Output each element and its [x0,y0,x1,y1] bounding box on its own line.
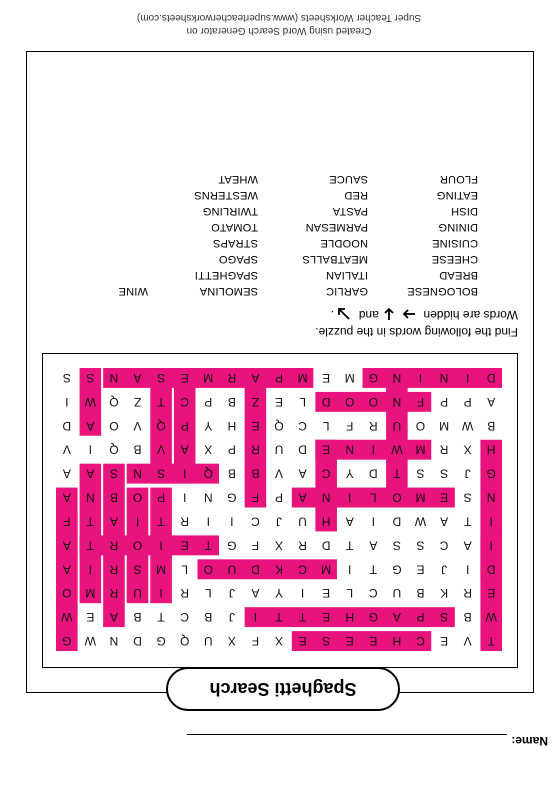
grid-letter[interactable]: O [132,538,143,553]
grid-letter[interactable]: H [486,442,496,457]
grid-letter[interactable]: O [203,562,213,577]
grid-letter[interactable]: P [440,394,449,409]
grid-letter[interactable]: I [348,562,352,577]
grid-letter[interactable]: Z [133,394,142,409]
grid-letter[interactable]: A [251,370,260,385]
found-word-highlight [56,512,78,652]
grid-letter[interactable]: V [274,466,284,481]
grid-letter[interactable]: Z [251,394,260,409]
word-list-item: NOODLE [320,237,368,249]
grid-letter[interactable]: W [485,610,497,625]
grid-letter[interactable]: H [321,514,331,529]
grid-letter[interactable]: J [276,514,282,529]
grid-letter[interactable]: N [86,490,95,505]
grid-letter[interactable]: C [180,610,190,625]
grid-letter[interactable]: N [109,634,119,649]
word-list-item: WHEAT [218,173,258,185]
grid-letter[interactable]: I [183,490,187,505]
grid-letter[interactable]: Q [109,394,119,409]
grid-letter[interactable]: A [298,490,307,505]
grid-letter[interactable]: R [109,538,119,553]
grid-letter[interactable]: T [157,610,165,625]
grid-letter[interactable]: T [346,538,354,553]
grid-letter[interactable]: J [228,586,235,601]
grid-letter[interactable]: S [133,562,142,577]
word-list-item: TWIRLING [202,205,258,217]
grid-letter[interactable]: X [204,442,213,457]
grid-letter[interactable]: R [368,418,378,433]
word-list-item: WESTERNS [194,189,258,201]
grid-letter[interactable]: R [109,586,119,601]
grid-letter[interactable]: X [274,634,284,649]
found-word-highlight [363,368,502,388]
grid-letter[interactable]: T [369,562,377,577]
grid-letter[interactable]: M [203,370,214,385]
grid-letter[interactable]: D [321,394,331,409]
grid-letter[interactable]: B [133,442,142,457]
grid-letter[interactable]: I [159,538,163,553]
grid-letter[interactable]: R [227,370,237,385]
grid-letter[interactable]: L [204,586,212,601]
grid-letter[interactable]: J [464,466,471,481]
grid-letter[interactable]: M [415,490,426,505]
grid-letter[interactable]: A [298,466,307,481]
grid-letter[interactable]: I [88,442,93,457]
grid-letter[interactable]: O [62,586,72,601]
grid-letter[interactable]: A [251,586,260,601]
grid-letter[interactable]: R [439,442,449,457]
grid-letter[interactable]: V [463,634,472,649]
grid-letter[interactable]: E [322,610,331,625]
grid-letter[interactable]: P [274,370,284,385]
grid-letter[interactable]: W [414,514,427,529]
grid-letter[interactable]: I [348,490,352,505]
grid-letter[interactable]: P [416,610,425,625]
word-list-item: SAUCE [329,173,368,185]
grid-letter[interactable]: Q [274,418,284,433]
grid-letter[interactable]: T [275,610,283,625]
grid-letter[interactable]: B [227,466,236,481]
grid-letter[interactable]: Q [109,442,119,457]
grid-letter[interactable]: R [180,514,190,529]
diagonal-arrow [337,307,351,321]
grid-letter[interactable]: V [62,442,71,457]
grid-letter[interactable]: N [345,442,355,457]
word-list-item: STRAPS [212,237,258,249]
grid-letter[interactable]: R [251,442,260,457]
grid-letter[interactable]: A [133,370,142,385]
grid-letter[interactable]: E [251,418,260,433]
grid-letter[interactable]: M [321,562,332,577]
grid-letter[interactable]: F [63,514,71,529]
grid-letter[interactable]: C [439,538,449,553]
grid-letter[interactable]: R [463,586,472,601]
instructions [42,306,518,340]
grid-letter[interactable]: T [463,514,472,529]
word-list-column [258,171,368,299]
grid-letter[interactable]: S [440,610,449,625]
grid-letter[interactable]: L [369,490,377,505]
grid-letter[interactable]: C [251,514,260,529]
grid-letter[interactable]: T [487,634,495,649]
grid-letter[interactable]: A [109,514,118,529]
instructions-line-2: Words are hidden and . [330,308,518,322]
grid-letter[interactable]: U [298,514,307,529]
grid-letter[interactable]: T [393,466,401,481]
grid-letter[interactable]: T [298,610,307,625]
grid-letter[interactable]: G [486,466,496,481]
grid-letter[interactable]: E [322,586,331,601]
word-list-item: DISH [450,205,478,217]
grid-letter[interactable]: B [463,610,472,625]
grid-letter[interactable]: U [227,562,237,577]
found-word-highlight [197,559,336,579]
grid-letter[interactable]: B [487,418,496,433]
grid-letter[interactable]: T [204,538,212,553]
worksheet-title: Spaghetti Search [166,667,400,711]
word-list-column [148,171,258,299]
grid-letter[interactable]: I [300,586,305,601]
grid-letter[interactable]: F [416,394,425,409]
grid-letter[interactable]: L [322,418,330,433]
word-list-item: WINE [118,285,148,297]
grid-letter[interactable]: Y [204,418,213,433]
footer-line-1: Created using Word Search Generator on [186,25,372,36]
grid-letter[interactable]: A [62,562,71,577]
grid-letter[interactable]: F [251,538,260,553]
grid-letter[interactable]: C [321,466,331,481]
grid-letter[interactable]: L [346,586,354,601]
grid-letter[interactable]: P [463,394,472,409]
right-arrow-icon [402,307,416,321]
instructions-and: and [358,308,379,322]
grid-letter[interactable]: A [62,538,71,553]
grid-letter[interactable]: B [109,490,118,505]
grid-letter[interactable]: W [84,634,97,649]
grid-letter[interactable]: R [298,538,307,553]
grid-letter[interactable]: X [227,634,236,649]
grid-letter[interactable]: N [203,490,213,505]
grid-letter[interactable]: E [298,634,307,649]
found-word-highlight [80,464,102,604]
grid-letter[interactable]: A [463,538,472,553]
grid-letter[interactable]: B [251,466,260,481]
grid-letter[interactable]: C [180,394,190,409]
grid-letter[interactable]: P [157,490,166,505]
grid-letter[interactable]: J [441,562,448,577]
grid-letter[interactable]: A [62,466,71,481]
name-line[interactable] [187,734,507,749]
grid-svg [41,352,517,667]
word-list-item: RED [344,189,368,201]
grid-letter[interactable]: T [157,394,165,409]
grid-letter[interactable]: C [416,634,425,649]
word-list-item: BOLOGNESE [407,285,478,297]
footer-line-2: Super Teacher Worksheets (www.superteacherworksheets.com) [136,12,422,23]
grid-letter[interactable]: U [274,442,284,457]
grid-letter[interactable]: A [62,490,71,505]
found-word-highlight [245,368,267,508]
grid-letter[interactable]: W [391,442,403,457]
grid-letter[interactable]: S [62,370,71,385]
grid-letter[interactable]: E [440,634,449,649]
grid-letter[interactable]: I [88,562,93,577]
grid-letter[interactable]: H [345,610,355,625]
word-list [68,171,478,299]
grid-letter[interactable]: M [85,586,96,601]
grid-letter[interactable]: L [299,394,306,409]
grid-letter[interactable]: I [465,370,470,385]
grid-letter[interactable]: E [86,610,95,625]
grid-letter[interactable]: D [486,562,496,577]
grid-letter[interactable]: W [461,418,474,433]
grid-letter[interactable]: D [368,466,378,481]
grid-letter[interactable]: L [181,562,189,577]
grid-letter[interactable]: P [274,490,284,505]
grid-letter[interactable]: O [132,490,143,505]
grid-letter[interactable]: D [486,370,496,385]
grid-letter[interactable]: Q [180,634,190,649]
grid-letter[interactable]: G [227,490,237,505]
grid-letter[interactable]: G [368,610,378,625]
grid-letter[interactable]: M [344,370,355,385]
word-list-item: ITALIAN [325,269,368,281]
word-list-column [68,171,148,299]
grid-letter[interactable]: G [156,634,166,649]
grid-letter[interactable]: G [227,538,237,553]
grid-letter[interactable]: O [392,490,402,505]
grid-letter[interactable]: O [415,418,426,433]
grid-letter[interactable]: N [486,490,496,505]
word-list-item: CUISINE [431,237,478,249]
grid-letter[interactable]: N [321,490,331,505]
grid-letter[interactable]: I [489,538,493,553]
word-list-item: DINING [438,221,478,233]
grid-letter[interactable]: S [157,370,166,385]
grid-letter[interactable]: A [86,418,95,433]
grid-letter[interactable]: K [440,586,449,601]
direction-arrows [382,307,416,321]
grid-letter[interactable]: I [159,586,163,601]
word-search-grid [42,353,518,668]
grid-letter[interactable]: O [345,394,355,409]
grid-letter[interactable]: Q [156,418,166,433]
grid-letter[interactable]: I [206,514,210,529]
grid-letter[interactable]: F [251,490,260,505]
grid-letter[interactable]: P [204,394,213,409]
word-list-item: MEATBALLS [302,253,368,265]
grid-letter[interactable]: S [86,370,95,385]
grid-letter[interactable]: A [180,442,189,457]
name-label: Name: [511,734,548,748]
grid-letter[interactable]: P [180,418,189,433]
grid-letter[interactable]: U [392,418,402,433]
grid-letter[interactable]: A [369,538,378,553]
instructions-hidden-text: Words are hidden [423,308,518,322]
grid-letter[interactable]: I [253,610,258,625]
grid-letter[interactable]: F [346,418,354,433]
grid-letter[interactable]: S [322,634,331,649]
word-list-item: SEMOLINA [199,285,258,297]
grid-letter[interactable]: B [416,586,425,601]
word-list-item: GARLIC [325,285,368,297]
footer [0,11,558,37]
grid-letter[interactable]: U [392,586,402,601]
grid-letter[interactable]: E [440,490,449,505]
grid-letter[interactable]: W [61,610,73,625]
grid-letter[interactable]: H [392,634,402,649]
grid-letter[interactable]: N [133,466,142,481]
grid-letter[interactable]: E [369,634,378,649]
grid-letter[interactable]: S [416,538,425,553]
word-list-item: FLOUR [439,173,478,185]
found-word-highlight [386,368,408,508]
grid-letter[interactable]: B [133,610,142,625]
grid-letter[interactable]: S [440,466,449,481]
grid-letter[interactable]: I [183,466,187,481]
grid-letter[interactable]: C [368,586,378,601]
grid-letter[interactable]: G [368,370,378,385]
word-list-item: PARMESAN [305,221,368,233]
grid-letter[interactable]: G [392,562,402,577]
grid-letter[interactable]: M [439,418,450,433]
down-arrow-icon [382,307,396,321]
grid-letter[interactable]: B [227,394,236,409]
instructions-line-1: Find the following words in the puzzle. [315,325,518,339]
grid-letter[interactable]: A [392,610,401,625]
grid-letter[interactable]: A [440,514,449,529]
word-list-item: EATING [436,189,478,201]
grid-letter[interactable]: I [371,514,375,529]
grid-letter[interactable]: E [487,586,496,601]
grid-letter[interactable]: D [62,418,72,433]
grid-letter[interactable]: F [251,634,260,649]
grid-letter[interactable]: B [204,610,213,625]
grid-letter[interactable]: D [321,538,331,553]
name-row [187,734,548,749]
grid-letter[interactable]: T [86,514,95,529]
grid-letter[interactable]: T [86,538,95,553]
grid-letter[interactable]: A [109,610,118,625]
grid-letter[interactable]: N [109,370,119,385]
grid-letter[interactable]: O [368,394,378,409]
grid-letter[interactable]: A [487,394,496,409]
word-list-item: TOMATO [210,221,258,233]
word-list-item: SPAGO [218,253,258,265]
grid-letter[interactable]: E [322,370,331,385]
grid-letter[interactable]: S [109,466,118,481]
grid-letter[interactable]: A [86,466,95,481]
grid-letter[interactable]: S [463,490,472,505]
grid-letter[interactable]: M [415,442,426,457]
grid-letter[interactable]: C [298,562,307,577]
grid-letter[interactable]: E [180,370,189,385]
grid-letter[interactable]: O [109,418,119,433]
grid-letter[interactable]: N [392,394,402,409]
grid-letter[interactable]: A [345,514,354,529]
grid-letter[interactable]: I [418,370,423,385]
grid-letter[interactable]: U [203,634,213,649]
word-list-item: BREAD [439,269,478,281]
grid-letter[interactable]: D [251,562,260,577]
found-word-highlight [292,631,431,651]
word-list-column [368,171,478,299]
grid-letter[interactable]: W [84,394,97,409]
grid-letter[interactable]: M [156,562,167,577]
grid-letter[interactable]: I [371,442,375,457]
grid-letter[interactable]: G [62,634,72,649]
word-list-item: CHEESE [431,253,478,265]
grid-letter[interactable]: S [416,466,425,481]
grid-letter[interactable]: I [230,514,234,529]
grid-letter[interactable]: D [392,514,402,529]
grid-letter[interactable]: H [227,418,237,433]
grid-letter[interactable]: X [274,538,284,553]
grid-letter[interactable]: T [157,514,165,529]
grid-letter[interactable]: S [392,538,401,553]
grid-letter[interactable]: U [133,586,142,601]
word-list-item: PASTA [332,205,368,217]
grid-letter[interactable]: N [392,370,402,385]
grid-letter[interactable]: J [228,610,235,625]
grid-letter[interactable]: E [322,442,331,457]
grid-letter[interactable]: I [135,514,140,529]
grid-letter[interactable]: I [65,394,69,409]
grid-letter[interactable]: I [465,562,470,577]
grid-letter[interactable]: I [489,514,493,529]
grid-letter[interactable]: E [416,562,425,577]
grid-letter[interactable]: R [180,586,190,601]
down-right-arrow-icon [337,307,351,321]
grid-letter[interactable]: E [345,634,354,649]
grid-letter[interactable]: M [297,370,308,385]
grid-letter[interactable]: S [157,466,166,481]
grid-letter[interactable]: R [109,562,119,577]
grid-letter[interactable]: D [133,634,142,649]
grid-letter[interactable]: V [133,418,142,433]
grid-letter[interactable]: X [463,442,472,457]
grid-letter[interactable]: E [274,394,284,409]
grid-letter[interactable]: Q [203,466,213,481]
grid-letter[interactable]: P [227,442,236,457]
grid-letter[interactable]: E [180,538,189,553]
grid-letter[interactable]: V [157,442,166,457]
grid-letter[interactable]: Y [274,586,284,601]
grid-letter[interactable]: N [439,370,449,385]
grid-letter[interactable]: K [274,562,284,577]
grid-letter[interactable]: Y [345,466,354,481]
grid-letter[interactable]: D [298,442,307,457]
grid-letter[interactable]: C [298,418,307,433]
word-list-item: SPAGHETTI [194,269,258,281]
